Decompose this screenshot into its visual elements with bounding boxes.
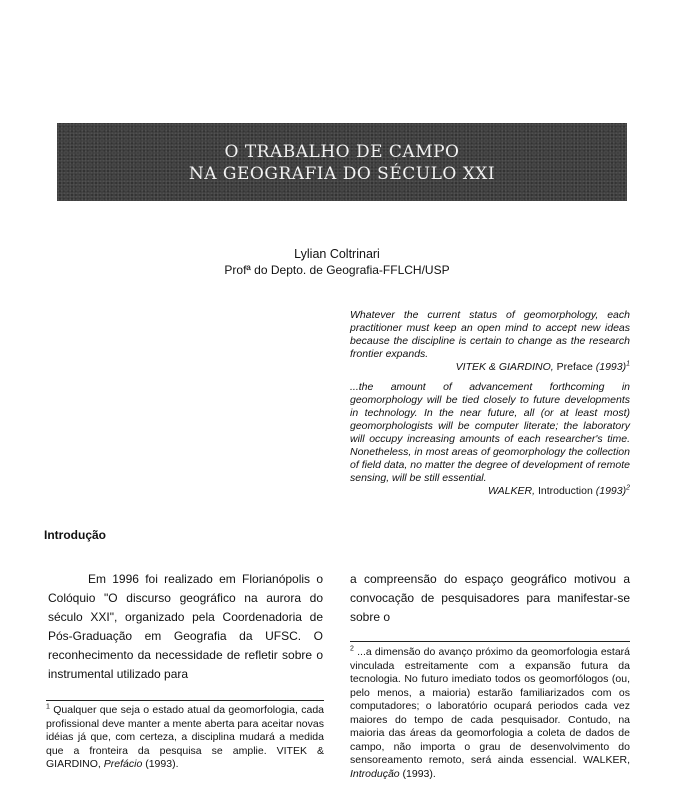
footnote-2-text: ...a dimensão do avanço próximo da geomorfologia estará vinculada estreitamente com a expansão futura da tecnologia. No futuro imediato todos os geomorfólogos (ou, pelo menos, a maioria) estarão familiarizados com os computadores; o laboratório ocupará periodos cada vez maiores do tempo de cada pesquisador. Contudo, na maioria das áreas da geomorfologia a coleta de dados de campo, não importa o grau de desenvolvimento do sensoreamento remoto, será ainda essencial. WALKER, <box>350 646 631 766</box>
epigraph-2 <box>350 381 630 498</box>
epigraph-1-citation <box>350 361 630 374</box>
body-column-left: Em 1996 foi realizado em Florianópolis o Colóquio "O discurso geográfico na aurora do século XXI", organizado pela Coordenadoria de Pós-Graduação em Geografia da UFSC. O reconhecimento da necessidade de refletir sobre o instrumental utilizado para <box>48 572 323 681</box>
title-line-2: NA GEOGRAFIA DO SÉCULO XXI <box>188 164 496 184</box>
footnote-1 <box>46 704 324 772</box>
footnote-divider-left <box>46 700 324 701</box>
footnote-2-mark: 2 <box>350 645 354 653</box>
epigraph-2-work: Introduction <box>537 485 593 497</box>
epigraph-1-text: Whatever the current status of geomorphology, each practitioner must keep an open mind to accept new ideas because the discipline is certain to change as the research frontier expands. <box>350 309 630 360</box>
footnote-1-text: Qualquer que seja o estado atual da geomorfologia, cada profissional deve manter a mente aberta para aceitar novas idéias já que, com certeza, a disciplina mudará a medida que a fronteira da pesquisa se amplie. VITEK & GIARDINO, <box>46 704 324 770</box>
epigraph-2-text: ...the amount of advancement forthcoming in geomorphology will be tied closely to future developments in technology. In the near future, all (or at least most) geomorphologists will be computer literate; the laboratory will occupy increasing amounts of each researcher's time. Nonetheless, in most areas of geomorphology the collection of field data, no matter the degree of development of remote sensing, will be still essential. <box>350 381 630 484</box>
title-line-1: O TRABALHO DE CAMPO <box>224 142 460 162</box>
footnote-2 <box>350 646 630 781</box>
footnote-2-work: Introdução <box>350 767 400 780</box>
epigraph-1-author: VITEK & GIARDINO, <box>455 361 554 373</box>
footnote-1-year: (1993). <box>145 758 179 770</box>
epigraph-1-year: (1993) <box>595 361 627 373</box>
footnote-2-year: (1993). <box>402 767 436 780</box>
title-banner <box>57 123 627 201</box>
epigraph-1-work: Preface <box>556 361 593 373</box>
epigraph-2-year: (1993) <box>595 485 627 497</box>
author-affiliation: Profª do Depto. de Geografia-FFLCH/USP <box>224 263 450 277</box>
author-name: Lylian Coltrinari <box>294 247 380 261</box>
epigraph-1-note-mark: 1 <box>626 360 630 368</box>
footnote-1-mark: 1 <box>46 703 50 711</box>
body-column-right: a compreensão do espaço geográfico motivou a convocação de pesquisadores para manifestar-se sobre o <box>350 572 630 624</box>
footnote-divider-right <box>350 641 630 642</box>
epigraph-2-note-mark: 2 <box>626 484 630 492</box>
footnote-1-work: Prefácio <box>103 758 143 770</box>
section-heading: Introdução <box>44 528 106 542</box>
epigraph-1 <box>350 309 630 374</box>
epigraph-2-citation <box>350 485 630 498</box>
epigraph-2-author: WALKER, <box>487 485 536 497</box>
